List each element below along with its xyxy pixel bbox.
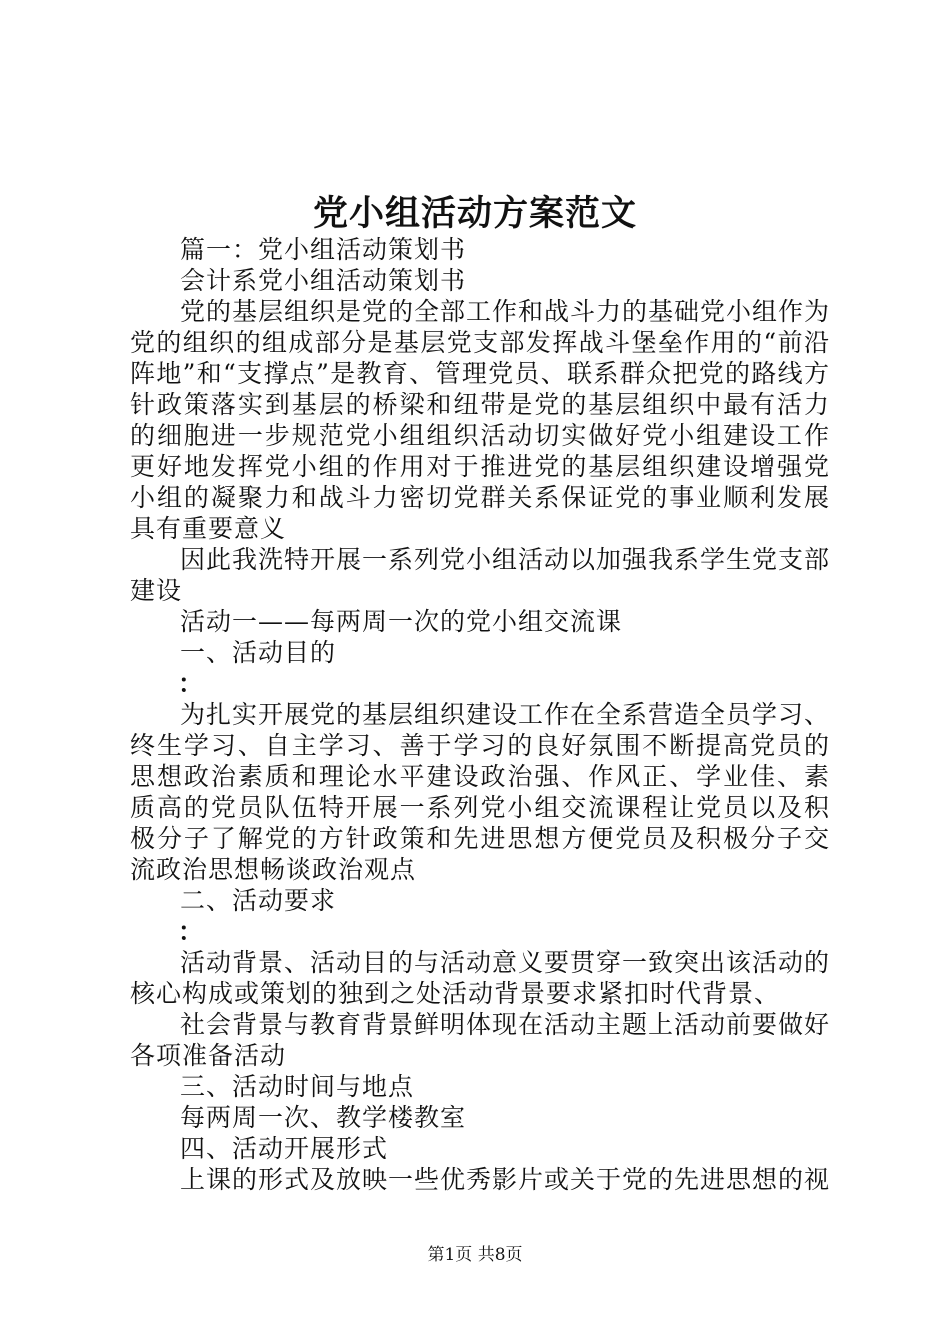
paragraph-intro: 党的基层组织是党的全部工作和战斗力的基础党小组作为党的组织的组成部分是基层党支部发挥战斗堡垒作用的“前沿阵地”和“支撑点”是教育、管理党员、联系群众把党的路线方针政策落实到基层的桥梁和纽带是党的基层组织中最有活力的细胞进一步规范党小组组织活动切实做好党小组建设工作更好地发挥党小组的作用对于推进党的基层组织建设增强党小组的凝聚力和战斗力密切党群关系保证党的事业顺利发展具有重要意义 bbox=[130, 297, 831, 543]
paragraph-purpose: 因此我洗特开展一系列党小组活动以加强我系学生党支部建设 bbox=[130, 545, 831, 605]
paragraph-requirements-1: 活动背景、活动目的与活动意义要贯穿一致突出该活动的核心构成或策划的独到之处活动背景要求紧扣时代背景、 bbox=[130, 948, 831, 1008]
section-heading-format: 四、活动开展形式 bbox=[180, 1134, 389, 1163]
section-heading-time-place: 三、活动时间与地点 bbox=[180, 1072, 415, 1101]
paragraph-goal: 为扎实开展党的基层组织建设工作在全系营造全员学习、终生学习、自主学习、善于学习的良好氛围不断提高党员的思想政治素质和理论水平建设政治强、作风正、学业佳、素质高的党员队伍特开展一系列党小组交流课程让党员以及积极分子了解党的方针政策和先进思想方便党员及积极分子交流政治思想畅谈政治观点 bbox=[130, 700, 831, 884]
paragraph-activity-one: 活动一——每两周一次的党小组交流课 bbox=[180, 607, 623, 636]
section-heading-goal: 一、活动目的 bbox=[180, 638, 337, 667]
paragraph-time-place: 每两周一次、教学楼教室 bbox=[180, 1103, 467, 1132]
section-heading-requirements: 二、活动要求 bbox=[180, 886, 337, 915]
colon-line: ： bbox=[178, 669, 205, 698]
paragraph-requirements-2: 社会背景与教育背景鲜明体现在活动主题上活动前要做好各项准备活动 bbox=[130, 1010, 831, 1070]
document-body bbox=[130, 234, 830, 1195]
colon-line: ： bbox=[178, 917, 205, 946]
document-title: 党小组活动方案范文 bbox=[312, 193, 637, 234]
page-footer: 第1页 共8页 bbox=[427, 1245, 523, 1265]
paragraph-subtitle: 会计系党小组活动策划书 bbox=[180, 266, 467, 295]
paragraph-heading: 篇一：党小组活动策划书 bbox=[180, 235, 467, 264]
paragraph-format: 上课的形式及放映一些优秀影片或关于党的先进思想的视 bbox=[180, 1165, 831, 1194]
